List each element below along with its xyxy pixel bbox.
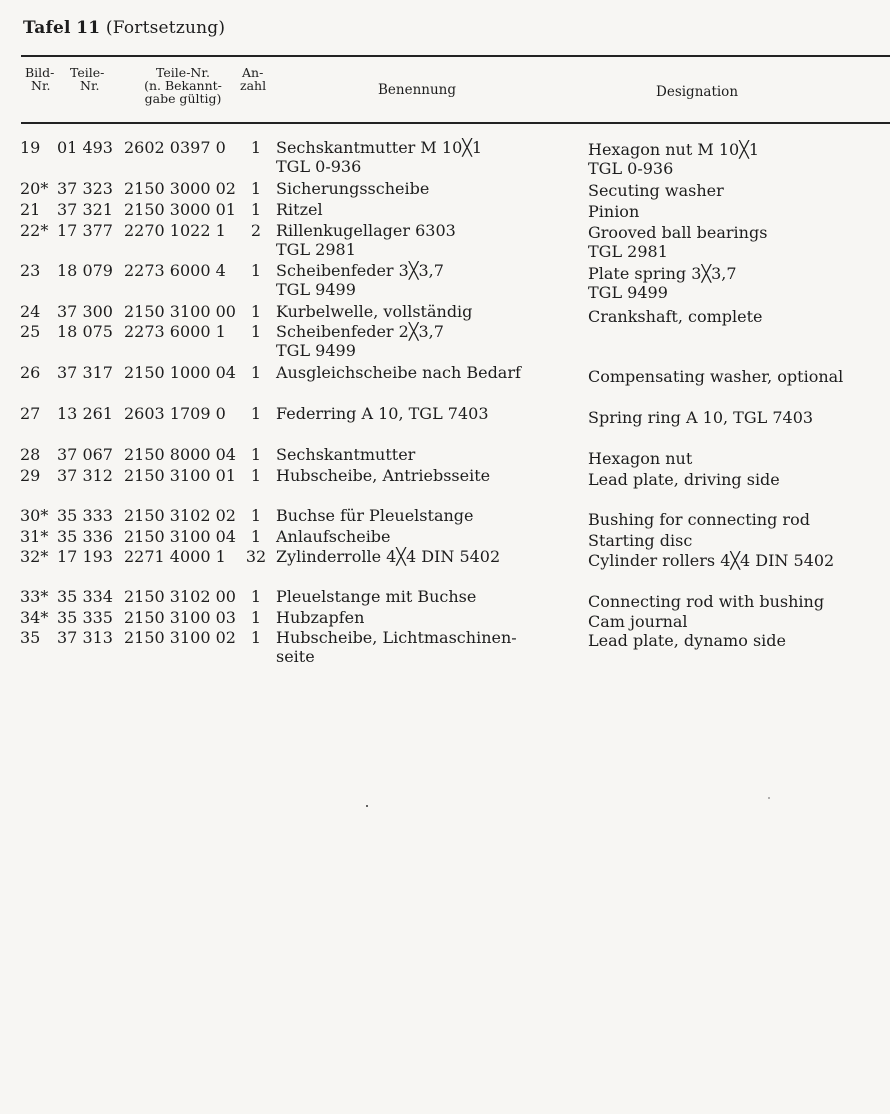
anzahl-cell: 1 [250,322,262,341]
benennung-cell: Kurbelwelle, vollständig [276,302,473,321]
benennung-cell: Hubzapfen [276,608,365,627]
benennung-cell: Hubscheibe, Antriebsseite [276,466,491,485]
bild-nr-cell: 27 [20,404,41,423]
title-tafel: Tafel [23,18,71,38]
designation-cell: Compensating washer, optional [588,367,844,386]
benennung-cell: Rillenkugellager 6303 [276,221,456,240]
title-suffix: (Fortsetzung) [105,18,226,38]
anzahl-cell: 1 [250,628,262,647]
teile-nr-cell: 37 323 [57,179,113,198]
header-anzahl-line2: zahl [240,78,267,93]
teile-nr-cell: 35 333 [57,506,113,525]
bild-nr-cell: 20* [20,179,49,198]
anzahl-cell: 1 [250,445,262,464]
anzahl-cell: 1 [250,363,262,382]
bild-nr-cell: 25 [20,322,41,341]
header-teile [70,66,104,92]
anzahl-cell: 2 [250,221,262,240]
header-anzahl [240,66,266,92]
anzahl-cell: 1 [250,302,262,321]
bild-nr-cell: 31* [20,527,49,546]
benennung-cell: Pleuelstange mit Buchse [276,587,477,606]
teile-nr-cell: 18 079 [57,261,113,280]
bild-nr-cell: 29 [20,466,41,485]
header-bild-line1: Bild- [25,65,55,80]
teile-nr-bekanntgabe-cell: 2150 3100 00 [124,302,236,321]
designation-cell: Grooved ball bearings [588,223,768,242]
designation-cell: TGL 2981 [588,242,668,261]
teile-nr-bekanntgabe-cell: 2273 6000 1 [124,322,226,341]
designation-cell: Spring ring A 10, TGL 7403 [588,408,814,427]
designation-cell: Cam journal [588,612,688,631]
benennung-cell: Hubscheibe, Lichtmaschinen- [276,628,517,647]
teile-nr-cell: 35 336 [57,527,113,546]
teile-nr-bekanntgabe-cell: 2150 3000 01 [124,200,236,219]
designation-cell: Cylinder rollers 4╳4 DIN 5402 [588,551,835,570]
header-teilenr-line3: gabe gültig) [144,91,222,106]
teile-nr-bekanntgabe-cell: 2150 3102 02 [124,506,236,525]
benennung-cell: TGL 9499 [276,341,356,360]
bild-nr-cell: 24 [20,302,41,321]
anzahl-cell: 1 [250,466,262,485]
benennung-cell: Scheibenfeder 3╳3,7 [276,261,444,280]
header-teilenr-line2: (n. Bekannt- [144,78,222,93]
designation-cell: TGL 0-936 [588,159,674,178]
title-number: 11 [76,18,101,38]
teile-nr-cell: 35 334 [57,587,113,606]
header-teile-line2: Nr. [80,78,100,93]
page-title [23,18,225,38]
header-anzahl-line1: An- [242,65,264,80]
bild-nr-cell: 19 [20,138,41,157]
teile-nr-cell: 37 067 [57,445,113,464]
benennung-cell: TGL 9499 [276,280,356,299]
benennung-cell: Sechskantmutter M 10╳1 [276,138,483,157]
teile-nr-cell: 18 075 [57,322,113,341]
bild-nr-cell: 22* [20,221,49,240]
header-benennung: Benennung [378,82,457,98]
teile-nr-cell: 37 317 [57,363,113,382]
anzahl-cell: 1 [250,261,262,280]
benennung-cell: TGL 0-936 [276,157,362,176]
anzahl-cell: 1 [250,200,262,219]
bild-nr-cell: 30* [20,506,49,525]
paper-speck [768,797,770,799]
header-bild [25,66,54,92]
benennung-cell: Federring A 10, TGL 7403 [276,404,489,423]
teile-nr-cell: 37 312 [57,466,113,485]
teile-nr-bekanntgabe-cell: 2150 8000 04 [124,445,236,464]
bild-nr-cell: 34* [20,608,49,627]
benennung-cell: Sicherungsscheibe [276,179,430,198]
bild-nr-cell: 23 [20,261,41,280]
benennung-cell: Zylinderrolle 4╳4 DIN 5402 [276,547,501,566]
benennung-cell: seite [276,647,315,666]
bild-nr-cell: 26 [20,363,41,382]
designation-cell: Starting disc [588,531,693,550]
teile-nr-cell: 37 321 [57,200,113,219]
anzahl-cell: 1 [250,138,262,157]
teile-nr-cell: 01 493 [57,138,113,157]
header-bottom-rule [21,122,890,124]
bild-nr-cell: 32* [20,547,49,566]
benennung-cell: Scheibenfeder 2╳3,7 [276,322,444,341]
paper-speck [366,805,368,807]
teile-nr-bekanntgabe-cell: 2150 3000 02 [124,179,236,198]
benennung-cell: Ausgleichscheibe nach Bedarf [276,363,521,382]
bild-nr-cell: 35 [20,628,41,647]
header-designation: Designation [656,84,739,100]
anzahl-cell: 1 [250,587,262,606]
anzahl-cell: 1 [250,179,262,198]
designation-cell: Hexagon nut M 10╳1 [588,140,760,159]
anzahl-cell: 1 [250,608,262,627]
header-teilenr [128,66,238,105]
teile-nr-bekanntgabe-cell: 2150 3100 03 [124,608,236,627]
bild-nr-cell: 33* [20,587,49,606]
benennung-cell: Sechskantmutter [276,445,416,464]
bild-nr-cell: 21 [20,200,41,219]
teile-nr-bekanntgabe-cell: 2603 1709 0 [124,404,226,423]
teile-nr-cell: 37 300 [57,302,113,321]
teile-nr-cell: 37 313 [57,628,113,647]
teile-nr-bekanntgabe-cell: 2150 3102 00 [124,587,236,606]
anzahl-cell: 1 [250,527,262,546]
designation-cell: Lead plate, dynamo side [588,631,786,650]
header-top-rule [21,55,890,57]
header-bild-line2: Nr. [31,78,51,93]
bild-nr-cell: 28 [20,445,41,464]
teile-nr-cell: 17 377 [57,221,113,240]
teile-nr-bekanntgabe-cell: 2270 1022 1 [124,221,226,240]
teile-nr-bekanntgabe-cell: 2273 6000 4 [124,261,226,280]
designation-cell: Secuting washer [588,181,724,200]
designation-cell: TGL 9499 [588,283,668,302]
designation-cell: Pinion [588,202,640,221]
designation-cell: Hexagon nut [588,449,693,468]
designation-cell: Bushing for connecting rod [588,510,810,529]
teile-nr-cell: 17 193 [57,547,113,566]
benennung-cell: Anlaufscheibe [276,527,391,546]
designation-cell: Plate spring 3╳3,7 [588,264,737,283]
teile-nr-bekanntgabe-cell: 2150 3100 04 [124,527,236,546]
header-teile-line1: Teile- [70,65,105,80]
teile-nr-bekanntgabe-cell: 2271 4000 1 [124,547,226,566]
designation-cell: Lead plate, driving side [588,470,780,489]
designation-cell: Connecting rod with bushing [588,592,825,611]
teile-nr-bekanntgabe-cell: 2150 1000 04 [124,363,236,382]
designation-cell: Crankshaft, complete [588,307,763,326]
teile-nr-cell: 13 261 [57,404,113,423]
anzahl-cell: 32 [245,547,267,566]
teile-nr-bekanntgabe-cell: 2602 0397 0 [124,138,226,157]
teile-nr-cell: 35 335 [57,608,113,627]
teile-nr-bekanntgabe-cell: 2150 3100 02 [124,628,236,647]
benennung-cell: TGL 2981 [276,240,356,259]
teile-nr-bekanntgabe-cell: 2150 3100 01 [124,466,236,485]
benennung-cell: Ritzel [276,200,323,219]
anzahl-cell: 1 [250,404,262,423]
anzahl-cell: 1 [250,506,262,525]
header-teilenr-line1: Teile-Nr. [156,65,210,80]
benennung-cell: Buchse für Pleuelstange [276,506,474,525]
